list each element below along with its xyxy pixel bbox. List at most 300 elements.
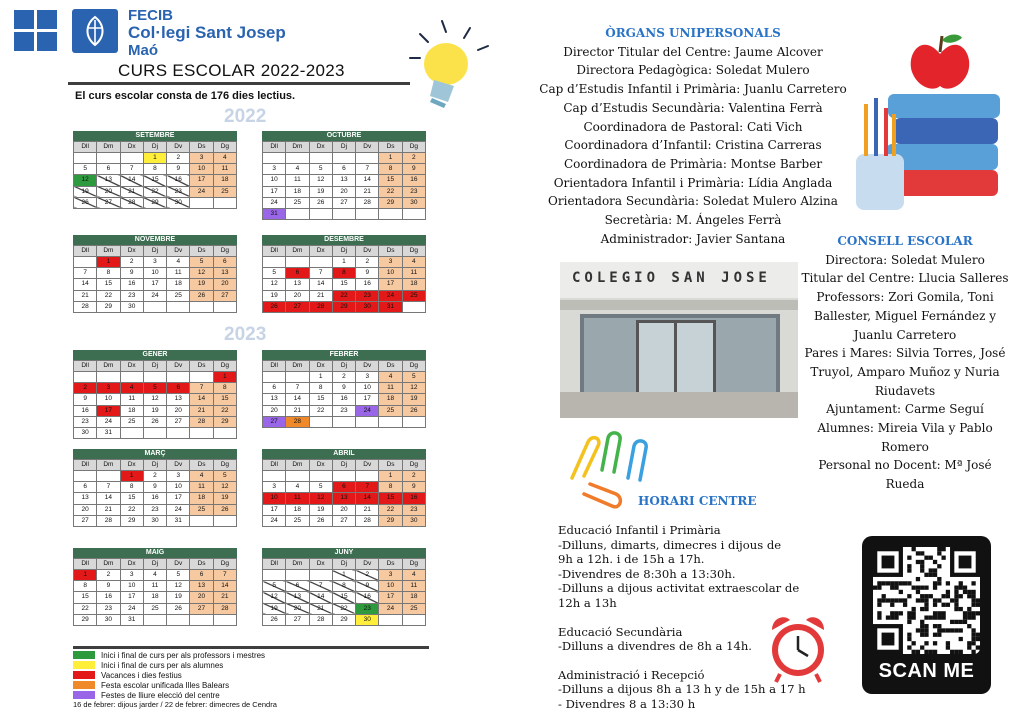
consell-section bbox=[800, 232, 1010, 494]
day-name: Dm bbox=[286, 246, 309, 257]
day-name: Dm bbox=[97, 142, 120, 153]
day-name: Dg bbox=[213, 559, 236, 570]
horari-title: HORARI CENTRE bbox=[638, 494, 757, 508]
calendar-day: 24 bbox=[143, 290, 166, 301]
calendar-day: 24 bbox=[190, 186, 213, 197]
calendar-day bbox=[309, 153, 332, 164]
calendar-day: 12 bbox=[309, 175, 332, 186]
calendar-day: 30 bbox=[402, 197, 425, 208]
calendar-day bbox=[286, 372, 309, 383]
calendar-day: 22 bbox=[332, 290, 355, 301]
calendar-day: 28 bbox=[74, 301, 97, 312]
horari-line: Educació Infantil i Primària bbox=[558, 523, 721, 537]
calendar-day: 29 bbox=[97, 301, 120, 312]
calendar-day: 5 bbox=[167, 570, 190, 581]
day-name: Dm bbox=[97, 246, 120, 257]
calendar-day bbox=[402, 614, 425, 625]
calendar-day: 9 bbox=[143, 482, 166, 493]
calendar-day: 14 bbox=[120, 175, 143, 186]
calendar-day: 5 bbox=[402, 372, 425, 383]
calendar-day: 27 bbox=[167, 416, 190, 427]
calendar-day: 12 bbox=[263, 592, 286, 603]
calendar-day: 23 bbox=[332, 405, 355, 416]
calendar-day: 23 bbox=[74, 416, 97, 427]
calendar-day: 14 bbox=[356, 175, 379, 186]
calendar-day: 24 bbox=[379, 290, 402, 301]
calendar-day bbox=[213, 515, 236, 526]
calendar-day: 28 bbox=[213, 603, 236, 614]
calendar-day: 8 bbox=[379, 482, 402, 493]
calendar-day bbox=[190, 372, 213, 383]
calendar-day: 11 bbox=[190, 482, 213, 493]
calendar-day: 20 bbox=[286, 603, 309, 614]
day-name: Dj bbox=[143, 361, 166, 372]
calendar-day: 29 bbox=[143, 197, 166, 208]
calendar-day: 29 bbox=[379, 197, 402, 208]
info-line: Truyol, Amparo Muñoz y Nuria bbox=[810, 364, 1000, 379]
calendar-day: 27 bbox=[213, 290, 236, 301]
day-name: Dv bbox=[356, 559, 379, 570]
horari-line: Administració i Recepció bbox=[558, 667, 705, 682]
calendar-day: 13 bbox=[190, 581, 213, 592]
legend-item: Inici i final de curs per als alumnes bbox=[73, 660, 429, 670]
horari-line: Educació Secundària bbox=[558, 624, 683, 639]
info-line: Cap d’Estudis Infantil i Primària: Juanlu Carretero bbox=[539, 82, 847, 97]
calendar-day: 19 bbox=[263, 290, 286, 301]
calendar-day: 24 bbox=[120, 603, 143, 614]
calendar-day: 2 bbox=[167, 153, 190, 164]
info-line: Rueda bbox=[885, 477, 925, 492]
info-line: Administrador: Javier Santana bbox=[600, 231, 786, 246]
day-name: Dx bbox=[309, 460, 332, 471]
school-entrance-photo bbox=[560, 262, 798, 418]
horari-line: -Dilluns a divendres de 8h a 14h. bbox=[558, 639, 752, 654]
calendar-day: 1 bbox=[213, 372, 236, 383]
calendar-day: 17 bbox=[167, 493, 190, 504]
calendar-day: 26 bbox=[213, 504, 236, 515]
calendar-day: 9 bbox=[167, 164, 190, 175]
horari-line: - Divendres 8 a 13:30 h bbox=[558, 696, 696, 711]
day-name: Dx bbox=[120, 361, 143, 372]
day-name: Dx bbox=[120, 460, 143, 471]
calendar-day: 4 bbox=[379, 372, 402, 383]
calendar-day: 25 bbox=[402, 603, 425, 614]
calendar-day: 8 bbox=[332, 581, 355, 592]
calendar-day: 13 bbox=[263, 394, 286, 405]
calendar-day: 21 bbox=[120, 186, 143, 197]
calendar-day: 19 bbox=[74, 186, 97, 197]
calendar-day: 27 bbox=[97, 197, 120, 208]
month-name: GENER bbox=[73, 350, 237, 360]
calendar-day: 9 bbox=[402, 164, 425, 175]
calendar-day: 28 bbox=[309, 614, 332, 625]
calendar-day: 21 bbox=[74, 290, 97, 301]
calendar-day: 7 bbox=[74, 268, 97, 279]
calendar-day: 4 bbox=[167, 257, 190, 268]
calendar-day bbox=[190, 515, 213, 526]
title-divider bbox=[68, 82, 410, 85]
calendar-day: 11 bbox=[143, 581, 166, 592]
day-name: Dv bbox=[356, 361, 379, 372]
day-name: Dx bbox=[309, 246, 332, 257]
calendar-day: 9 bbox=[74, 394, 97, 405]
calendar-day: 10 bbox=[190, 164, 213, 175]
calendar-day: 12 bbox=[74, 175, 97, 186]
calendar-day: 28 bbox=[309, 301, 332, 312]
calendar-day: 27 bbox=[263, 416, 286, 427]
calendar-day: 26 bbox=[263, 614, 286, 625]
calendar-day: 10 bbox=[97, 394, 120, 405]
calendar-day: 28 bbox=[190, 416, 213, 427]
month-name: ABRIL bbox=[262, 449, 426, 459]
calendar-day: 9 bbox=[356, 268, 379, 279]
info-line: Orientadora Secundària: Soledat Mulero Alzina bbox=[548, 194, 838, 209]
calendar-day: 15 bbox=[120, 493, 143, 504]
alarm-clock-icon bbox=[766, 612, 830, 684]
calendar-day bbox=[286, 208, 309, 219]
bulb-icon bbox=[400, 18, 500, 110]
calendar-day: 18 bbox=[402, 592, 425, 603]
info-line: Coordinadora de Primària: Montse Barber bbox=[563, 156, 823, 171]
calendar-day: 6 bbox=[332, 164, 355, 175]
calendar-day: 4 bbox=[402, 570, 425, 581]
day-name: Dj bbox=[332, 460, 355, 471]
calendar-day bbox=[167, 614, 190, 625]
calendar-day: 18 bbox=[167, 279, 190, 290]
day-name: Ds bbox=[190, 361, 213, 372]
year-label-2022: 2022 bbox=[224, 106, 267, 127]
day-name: Dg bbox=[402, 559, 425, 570]
calendar-day bbox=[402, 416, 425, 427]
calendar-day: 17 bbox=[379, 279, 402, 290]
calendar-day: 11 bbox=[167, 268, 190, 279]
calendar-day: 13 bbox=[286, 279, 309, 290]
calendar-day bbox=[213, 427, 236, 438]
horari-line: 9h a 12h. i de 15h a 17h. bbox=[558, 552, 705, 567]
calendar-day: 29 bbox=[120, 515, 143, 526]
day-name: Ds bbox=[190, 559, 213, 570]
legend-swatch bbox=[73, 681, 95, 689]
day-name: Dx bbox=[120, 142, 143, 153]
calendar-day bbox=[74, 372, 97, 383]
calendar-day: 30 bbox=[120, 301, 143, 312]
school-title: Col·legi Sant Josep bbox=[128, 23, 286, 43]
calendar-day: 8 bbox=[213, 383, 236, 394]
calendar-day: 26 bbox=[263, 301, 286, 312]
day-name: Dll bbox=[263, 361, 286, 372]
calendar-day: 15 bbox=[379, 175, 402, 186]
calendar-day: 24 bbox=[167, 504, 190, 515]
calendar-day: 3 bbox=[379, 570, 402, 581]
calendar-day: 6 bbox=[263, 383, 286, 394]
calendar-day: 18 bbox=[120, 405, 143, 416]
calendar-day bbox=[309, 570, 332, 581]
calendar-day: 22 bbox=[309, 405, 332, 416]
calendar-day: 16 bbox=[143, 493, 166, 504]
calendar-day: 6 bbox=[74, 482, 97, 493]
month-name: OCTUBRE bbox=[262, 131, 426, 141]
qr-code-pattern bbox=[873, 547, 980, 654]
day-name: Dx bbox=[120, 559, 143, 570]
calendar-day: 3 bbox=[379, 257, 402, 268]
calendar-day: 3 bbox=[263, 164, 286, 175]
day-name: Dg bbox=[213, 460, 236, 471]
calendar-day bbox=[332, 416, 355, 427]
calendar-day: 16 bbox=[332, 394, 355, 405]
calendar-day: 18 bbox=[190, 493, 213, 504]
calendar-day bbox=[120, 427, 143, 438]
days-note: El curs escolar consta de 176 dies lectius. bbox=[75, 90, 296, 102]
calendar-day: 12 bbox=[263, 279, 286, 290]
calendar-day: 14 bbox=[213, 581, 236, 592]
calendar-day bbox=[190, 427, 213, 438]
day-name: Ds bbox=[190, 246, 213, 257]
calendar-month bbox=[262, 548, 426, 626]
calendar-day bbox=[309, 257, 332, 268]
calendar-day: 9 bbox=[120, 268, 143, 279]
calendar-day: 23 bbox=[120, 290, 143, 301]
school-name bbox=[128, 8, 286, 59]
calendar-day bbox=[379, 614, 402, 625]
calendar-day: 21 bbox=[356, 504, 379, 515]
calendar-day: 11 bbox=[402, 581, 425, 592]
calendar-day: 5 bbox=[309, 482, 332, 493]
day-name: Dv bbox=[356, 142, 379, 153]
calendar-day: 16 bbox=[120, 279, 143, 290]
info-line: Professors: Zori Gomila, Toni bbox=[816, 290, 994, 305]
calendar-day: 24 bbox=[263, 515, 286, 526]
calendar-day: 26 bbox=[309, 515, 332, 526]
calendar-day: 23 bbox=[143, 504, 166, 515]
calendar-day: 13 bbox=[74, 493, 97, 504]
calendar-day: 25 bbox=[402, 290, 425, 301]
day-name: Dm bbox=[286, 559, 309, 570]
calendar-day: 6 bbox=[332, 482, 355, 493]
day-name: Dm bbox=[286, 142, 309, 153]
day-name: Dj bbox=[332, 559, 355, 570]
calendar-month bbox=[73, 235, 237, 313]
calendar-day bbox=[120, 153, 143, 164]
calendar-day: 1 bbox=[379, 153, 402, 164]
info-line: Riudavets bbox=[874, 383, 936, 398]
day-name: Dv bbox=[167, 246, 190, 257]
calendar-day: 18 bbox=[379, 394, 402, 405]
calendar-day: 25 bbox=[190, 504, 213, 515]
calendar-day: 3 bbox=[167, 471, 190, 482]
calendar-day: 7 bbox=[309, 268, 332, 279]
calendar-day bbox=[332, 471, 355, 482]
calendar-day: 14 bbox=[309, 279, 332, 290]
info-line: Alumnes: Mireia Vila y Pablo bbox=[817, 421, 993, 436]
logo-squares bbox=[14, 10, 58, 52]
calendar-day: 25 bbox=[286, 197, 309, 208]
calendar-day: 30 bbox=[97, 614, 120, 625]
calendar-day: 10 bbox=[263, 493, 286, 504]
calendar-day: 24 bbox=[356, 405, 379, 416]
calendar-day: 27 bbox=[190, 603, 213, 614]
day-name: Dll bbox=[263, 559, 286, 570]
photo-sign: COLEGIO SAN JOSE bbox=[572, 270, 771, 286]
calendar-day: 8 bbox=[120, 482, 143, 493]
info-line: Ajuntament: Carme Seguí bbox=[826, 402, 984, 417]
day-name: Dv bbox=[356, 246, 379, 257]
calendar-day: 2 bbox=[332, 372, 355, 383]
calendar-day: 31 bbox=[97, 427, 120, 438]
calendar-day: 19 bbox=[309, 186, 332, 197]
horari-block bbox=[558, 523, 818, 611]
calendar-day: 11 bbox=[120, 394, 143, 405]
day-name: Ds bbox=[379, 559, 402, 570]
calendar-day: 25 bbox=[286, 515, 309, 526]
calendar-day: 21 bbox=[213, 592, 236, 603]
day-name: Dj bbox=[143, 246, 166, 257]
calendar-day: 3 bbox=[120, 570, 143, 581]
info-line: Cap d’Estudis Secundària: Valentina Ferrà bbox=[563, 100, 823, 115]
calendar-day: 31 bbox=[120, 614, 143, 625]
calendar-day: 7 bbox=[213, 570, 236, 581]
calendar-day bbox=[263, 471, 286, 482]
calendar-day: 14 bbox=[356, 493, 379, 504]
calendar-day: 25 bbox=[213, 186, 236, 197]
calendar-day: 29 bbox=[332, 614, 355, 625]
horari-line: -Divendres de 8:30h a 13:30h. bbox=[558, 566, 736, 581]
calendar-day: 19 bbox=[190, 279, 213, 290]
calendar-day: 11 bbox=[286, 175, 309, 186]
day-name: Dg bbox=[402, 246, 425, 257]
calendar-day bbox=[167, 427, 190, 438]
calendar-day: 5 bbox=[190, 257, 213, 268]
calendar-day: 3 bbox=[97, 383, 120, 394]
calendar-day: 15 bbox=[74, 592, 97, 603]
calendar-day: 27 bbox=[286, 301, 309, 312]
books-apple-icon bbox=[850, 14, 1006, 214]
month-name: MAIG bbox=[73, 548, 237, 558]
calendar-day: 7 bbox=[190, 383, 213, 394]
calendar-day: 15 bbox=[143, 175, 166, 186]
calendar-day bbox=[143, 614, 166, 625]
calendar-day: 28 bbox=[120, 197, 143, 208]
day-name: Ds bbox=[190, 460, 213, 471]
calendar-day: 1 bbox=[97, 257, 120, 268]
calendar-day: 14 bbox=[190, 394, 213, 405]
calendar-day: 11 bbox=[379, 383, 402, 394]
month-name: JUNY bbox=[262, 548, 426, 558]
calendar-day: 15 bbox=[379, 493, 402, 504]
calendar-day: 7 bbox=[356, 164, 379, 175]
calendar-day: 10 bbox=[379, 268, 402, 279]
calendar-day: 4 bbox=[402, 257, 425, 268]
legend-top-rule bbox=[73, 646, 429, 649]
calendar-day: 20 bbox=[97, 186, 120, 197]
month-name: MARÇ bbox=[73, 449, 237, 459]
calendar-day bbox=[309, 208, 332, 219]
calendar-day: 4 bbox=[286, 482, 309, 493]
calendar-day bbox=[190, 197, 213, 208]
calendar-day bbox=[332, 208, 355, 219]
calendar-day: 5 bbox=[263, 581, 286, 592]
calendar-day bbox=[97, 372, 120, 383]
calendar-day: 28 bbox=[286, 416, 309, 427]
day-name: Dj bbox=[332, 246, 355, 257]
day-name: Ds bbox=[379, 142, 402, 153]
calendar-day: 7 bbox=[97, 482, 120, 493]
day-name: Dm bbox=[97, 361, 120, 372]
calendar-day: 24 bbox=[263, 197, 286, 208]
day-name: Ds bbox=[190, 142, 213, 153]
calendar-day bbox=[309, 471, 332, 482]
day-name: Dm bbox=[286, 361, 309, 372]
calendar-day: 5 bbox=[74, 164, 97, 175]
day-name: Ds bbox=[379, 361, 402, 372]
calendar-day: 31 bbox=[379, 301, 402, 312]
calendar-day: 24 bbox=[379, 603, 402, 614]
calendar-month bbox=[73, 449, 237, 527]
calendar-day: 21 bbox=[97, 504, 120, 515]
calendar-day: 17 bbox=[143, 279, 166, 290]
legend-item: Festa escolar unificada Illes Balears bbox=[73, 680, 429, 690]
calendar-day: 13 bbox=[332, 175, 355, 186]
calendar-month bbox=[262, 350, 426, 428]
calendar-day: 19 bbox=[213, 493, 236, 504]
calendar-day: 7 bbox=[286, 383, 309, 394]
qr-code[interactable] bbox=[862, 536, 991, 694]
calendar-day: 26 bbox=[402, 405, 425, 416]
calendar-day: 2 bbox=[402, 471, 425, 482]
calendar-day: 17 bbox=[190, 175, 213, 186]
info-line: Coordinadora de Pastoral: Cati Vich bbox=[583, 119, 803, 134]
calendar-day bbox=[213, 197, 236, 208]
month-name: FEBRER bbox=[262, 350, 426, 360]
calendar-day bbox=[332, 153, 355, 164]
calendar-day: 1 bbox=[74, 570, 97, 581]
day-name: Dx bbox=[309, 142, 332, 153]
day-name: Dll bbox=[74, 559, 97, 570]
calendar-day: 8 bbox=[143, 164, 166, 175]
info-line: Secretària: M. Ángeles Ferrà bbox=[604, 213, 782, 228]
calendar-day: 21 bbox=[309, 603, 332, 614]
calendar-day: 8 bbox=[97, 268, 120, 279]
calendar-day: 3 bbox=[143, 257, 166, 268]
calendar-day: 12 bbox=[143, 394, 166, 405]
calendar-day: 11 bbox=[286, 493, 309, 504]
calendar-day: 14 bbox=[97, 493, 120, 504]
calendar-day: 2 bbox=[356, 257, 379, 268]
calendar-day bbox=[379, 416, 402, 427]
calendar-day bbox=[167, 301, 190, 312]
calendar-day: 30 bbox=[143, 515, 166, 526]
legend-footer: 16 de febrer: dijous jarder / 22 de febrer: dimecres de Cendra bbox=[73, 700, 277, 709]
calendar-day: 20 bbox=[332, 504, 355, 515]
calendar-day: 1 bbox=[332, 570, 355, 581]
calendar-day: 21 bbox=[309, 290, 332, 301]
organs-title: ÒRGANS UNIPERSONALS bbox=[605, 26, 781, 40]
calendar-day bbox=[286, 570, 309, 581]
calendar-day: 24 bbox=[97, 416, 120, 427]
calendar-day: 17 bbox=[356, 394, 379, 405]
calendar-day: 15 bbox=[332, 592, 355, 603]
day-name: Dll bbox=[74, 361, 97, 372]
info-line: Pares i Mares: Silvia Torres, José bbox=[804, 346, 1006, 361]
calendar-day: 22 bbox=[143, 186, 166, 197]
month-name: NOVEMBRE bbox=[73, 235, 237, 245]
calendar-day: 18 bbox=[213, 175, 236, 186]
day-name: Dj bbox=[143, 142, 166, 153]
info-line: Ballester, Miguel Fernández y bbox=[814, 308, 996, 323]
org-name: FECIB bbox=[128, 7, 173, 24]
calendar-day: 17 bbox=[120, 592, 143, 603]
calendar-day: 5 bbox=[213, 471, 236, 482]
calendar-day bbox=[97, 471, 120, 482]
